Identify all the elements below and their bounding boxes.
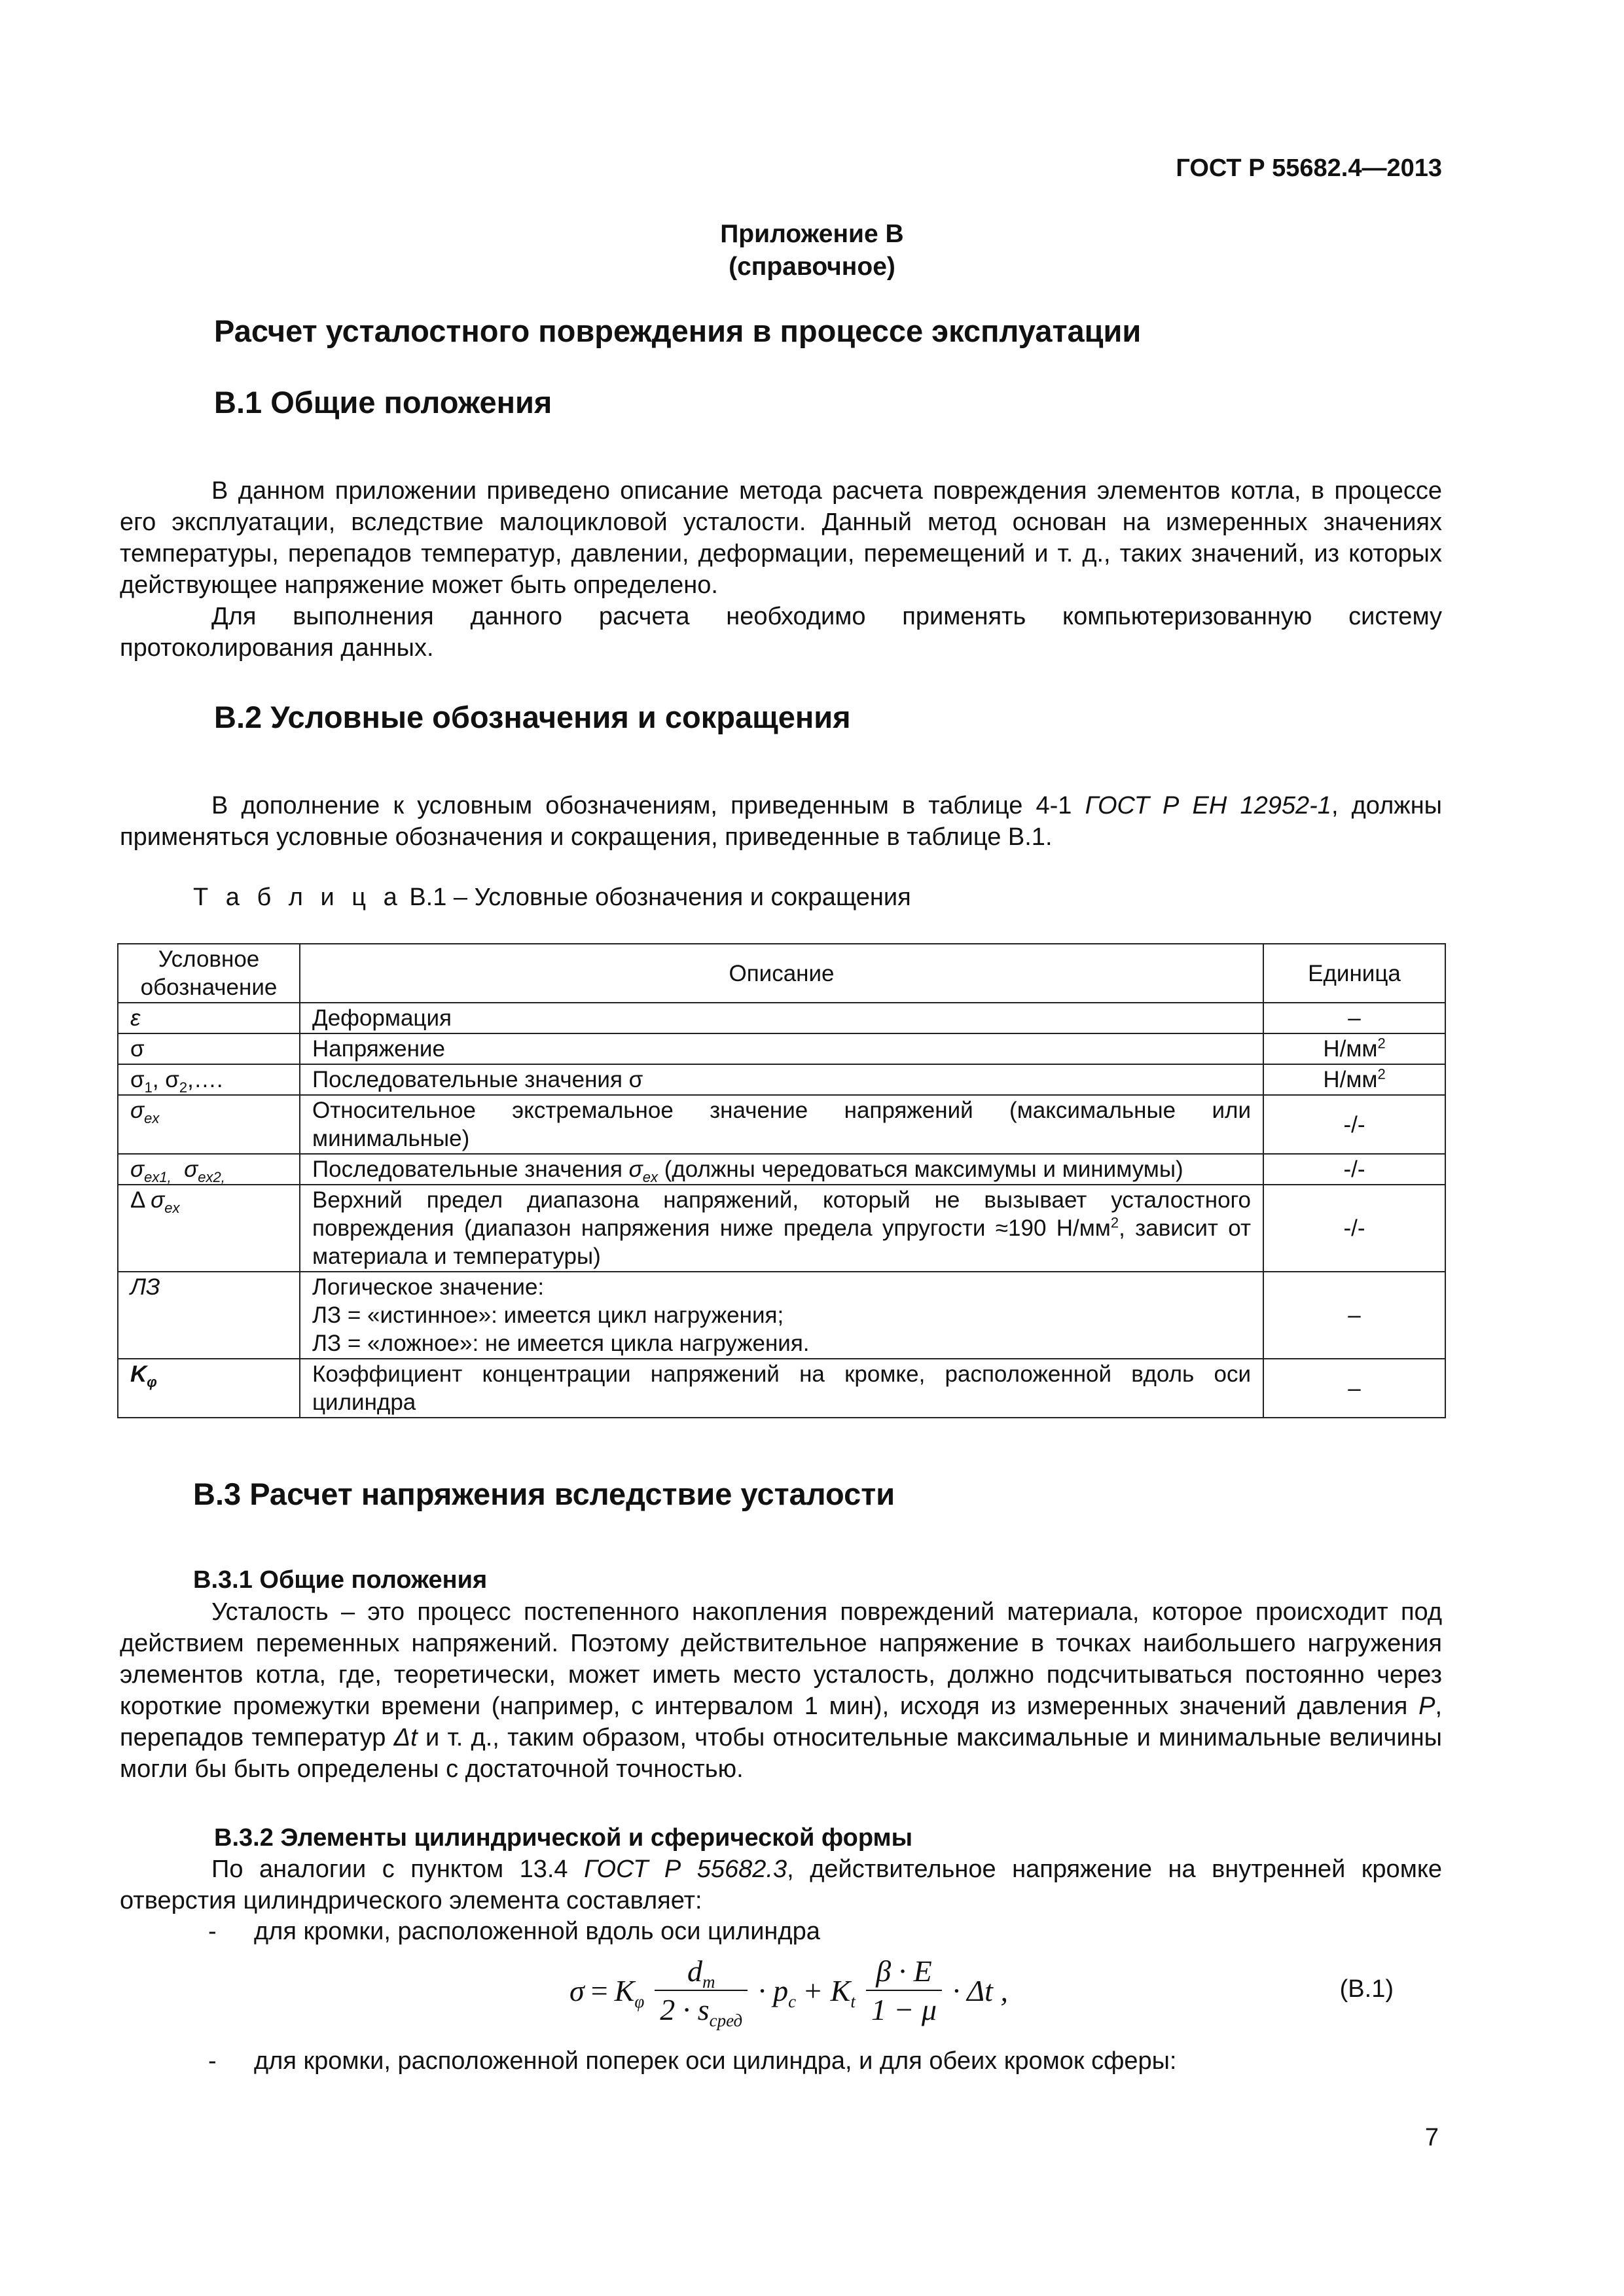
list-item: - для кромки, расположенной вдоль оси цилиндра (208, 1918, 820, 1945)
row-symbol: $K_\varphi$ (118, 1359, 300, 1418)
table-row (118, 1185, 1445, 1272)
standard-reference: ГОСТ Р 55682.3 (584, 1856, 787, 1883)
row-description: Деформация (300, 1003, 1263, 1033)
section-b31-paragraph: Усталость – это процесс постепенного накопления повреждений материала, которое происходит под действием переменных напряжений. Поэтому действительное напряжение в точках наибольшего нагружения элементов котла, где, теоретически, может иметь место усталость, должно подсчитываться постоянно через короткие промежутки времени (например, с интервалом 1 мин), исходя из измеренных значений давления P, перепадов температур Δt и т. д., таким образом, чтобы относительные максимальные и минимальные величины могли бы быть определены с достаточной точностью. (120, 1598, 1442, 1783)
row-description: Коэффициент концентрации напряжений на кромке, расположенной вдоль оси цилиндра (300, 1359, 1263, 1418)
fraction-dm: $\frac{d_m}{2 \cdot s_{сред}}$ (655, 1954, 748, 2027)
row-description: Напряжение (300, 1033, 1263, 1064)
main-title: Расчет усталостного повреждения в процессе эксплуатации (214, 314, 1142, 348)
header-unit: Единица (1263, 944, 1445, 1003)
section-b2-heading: В.2 Условные обозначения и сокращения (214, 700, 851, 734)
document-code: ГОСТ Р 55682.4—2013 (1176, 154, 1442, 182)
row-symbol: σ (118, 1033, 300, 1064)
row-unit: – (1263, 1003, 1445, 1033)
header-symbol: Условное обозначение (118, 944, 300, 1003)
section-b3-heading: В.3 Расчет напряжения вследствие усталости (193, 1477, 895, 1511)
section-b31-heading: В.3.1 Общие положения (193, 1566, 488, 1594)
row-unit: $Н/мм^2$ (1263, 1064, 1445, 1095)
table-row (118, 1033, 1445, 1064)
row-description: Последовательные значения σ (300, 1064, 1263, 1095)
row-unit: – (1263, 1359, 1445, 1418)
row-symbol: $\sigma_{ex1,}$ $\sigma_{ex2,}$ (118, 1154, 300, 1185)
table-header-row (118, 944, 1445, 1003)
table-caption: Т а б л и ц а В.1 – Условные обозначения и сокращения (193, 884, 911, 911)
table-row (118, 1154, 1445, 1185)
row-unit: -/- (1263, 1154, 1445, 1185)
standard-reference: ГОСТ Р ЕН 12952-1 (1085, 792, 1331, 819)
table-row (118, 1064, 1445, 1095)
section-b1-heading: В.1 Общие положения (214, 385, 552, 420)
row-description: Логическое значение: ЛЗ = «истинное»: имеется цикл нагружения; ЛЗ = «ложное»: не имеется цикла нагружения. (300, 1272, 1263, 1359)
table-row (118, 1003, 1445, 1033)
section-b1-paragraph-1: В данном приложении приведено описание метода расчета повреждения элементов котла, в процессе его эксплуатации, вследствие малоцикловой усталости. Данный метод основан на измеренных значениях температуры, перепадов температур, давлении, деформации, перемещений и т. д., таких значений, из которых действующее напряжение может быть определено. (120, 477, 1442, 599)
row-unit: $Н/мм^2$ (1263, 1033, 1445, 1064)
row-unit: – (1263, 1272, 1445, 1359)
row-description: Верхний предел диапазона напряжений, который не вызывает усталостного повреждения (диапазон напряжения ниже предела упругости ≈190 $Н/мм^2$, зависит от материала и температуры) (300, 1185, 1263, 1272)
row-unit: -/- (1263, 1095, 1445, 1154)
equation-number: (В.1) (1339, 1975, 1394, 2003)
row-symbol: ε (118, 1003, 300, 1033)
section-b32-heading: В.3.2 Элементы цилиндрической и сферической формы (214, 1824, 913, 1852)
row-description: Последовательные значения $\sigma_{ex}$ (должны чередоваться максимумы и минимумы) (300, 1154, 1263, 1185)
page-number: 7 (1424, 2124, 1439, 2151)
section-b1-paragraph-2: Для выполнения данного расчета необходимо применять компьютеризованную систему протоколирования данных. (120, 603, 1442, 662)
row-symbol: $\sigma_1$, $\sigma_2,\dots$. (118, 1064, 300, 1095)
fraction-beta-e: $\frac{\beta \cdot E}{1 - \mu}$ (866, 1954, 942, 2027)
row-unit: -/- (1263, 1185, 1445, 1272)
row-symbol: Δ $\sigma_{ex}$ (118, 1185, 300, 1272)
formula-b1: σ = $K_\varphi$ $\frac{d_m}{2 \cdot s_{сред}}$ · $p_c$ + $K_t$ $\frac{\beta \cdot E}{1 - \mu}$ · Δt , (569, 1954, 1008, 2031)
appendix-type: (справочное) (729, 253, 895, 281)
row-symbol: $\sigma_{ex}$ (118, 1095, 300, 1154)
appendix-title (0, 218, 1624, 283)
row-description: Относительное экстремальное значение напряжений (максимальные или минимальные) (300, 1095, 1263, 1154)
header-description: Описание (300, 944, 1263, 1003)
symbols-table (117, 943, 1446, 1418)
table-row (118, 1359, 1445, 1418)
row-symbol: ЛЗ (118, 1272, 300, 1359)
appendix-label: Приложение В (720, 220, 904, 248)
table-row (118, 1095, 1445, 1154)
section-b2-paragraph: В дополнение к условным обозначениям, приведенным в таблице 4-1 ГОСТ Р ЕН 12952-1, должны применяться условные обозначения и сокращения, приведенные в таблице В.1. (120, 792, 1442, 851)
list-item: - для кромки, расположенной поперек оси цилиндра, и для обеих кромок сферы: (208, 2047, 1177, 2075)
section-b32-paragraph: По аналогии с пунктом 13.4 ГОСТ Р 55682.3, действительное напряжение на внутренней кромке отверстия цилиндрического элемента составляет: (120, 1856, 1443, 1914)
table-row (118, 1272, 1445, 1359)
